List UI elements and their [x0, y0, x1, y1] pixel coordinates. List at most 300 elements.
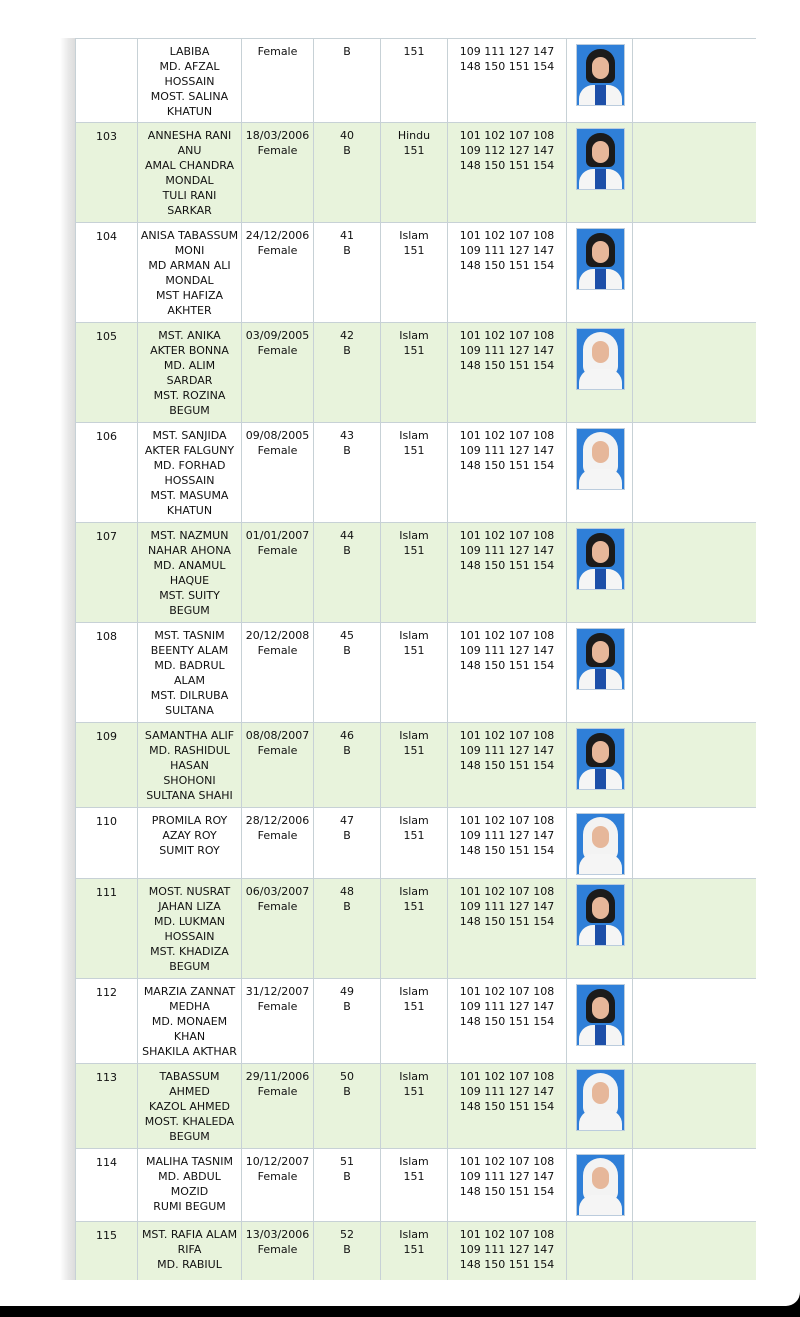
subject-codes-cell — [448, 123, 567, 223]
student-photo — [576, 1069, 625, 1131]
student-list-content — [75, 38, 756, 1280]
dob-gender-cell-line: Female — [257, 444, 298, 457]
subject-codes-cell — [448, 808, 567, 879]
student-photo — [576, 44, 625, 106]
student-parent-names-cell-line: ANISA TABASSUM — [140, 229, 239, 242]
roll-group-cell-line: B — [343, 444, 351, 457]
student-parent-names-cell-line: NAHAR AHONA — [148, 544, 231, 557]
subject-codes-cell-line: 109 111 127 147 — [459, 1243, 555, 1256]
roll-group-cell-line: 46 — [340, 729, 354, 742]
table-row — [76, 223, 757, 323]
table-row — [76, 1222, 757, 1281]
student-parent-names-cell-line: BEGUM — [169, 404, 210, 417]
student-parent-names-cell-line: KHAN — [173, 1030, 206, 1043]
student-photo — [576, 328, 625, 390]
student-parent-names-cell-line: HAQUE — [169, 574, 210, 587]
student-parent-names-cell-line: SULTANA SHAHI — [146, 789, 233, 802]
photo-cell — [567, 979, 633, 1064]
roll-group-cell-line: 42 — [340, 329, 354, 342]
subject-codes-cell-line: 148 150 151 154 — [459, 1100, 555, 1113]
student-parent-names-cell-line: AKTER BONNA — [150, 344, 229, 357]
student-parent-names-cell-line: MD. ABDUL — [158, 1170, 221, 1183]
subject-codes-cell-line: 101 102 107 108 — [459, 429, 555, 442]
photo-body — [579, 369, 622, 390]
student-parent-names-cell-line: SUMIT ROY — [159, 844, 220, 857]
student-table — [75, 38, 756, 1280]
table-row — [76, 879, 757, 979]
dob-gender-cell — [242, 123, 314, 223]
serial-number: 106 — [96, 430, 117, 443]
photo-face — [592, 641, 609, 663]
student-parent-names-cell-line: MST. MASUMA — [150, 489, 229, 502]
subject-codes-cell-line: 148 150 151 154 — [459, 1185, 555, 1198]
religion-cell — [381, 723, 448, 808]
photo-face — [592, 441, 609, 463]
empty-cell — [633, 123, 757, 223]
student-parent-names-cell — [138, 1149, 242, 1222]
student-parent-names-cell-line: MONI — [174, 244, 205, 257]
photo-face — [592, 997, 609, 1019]
religion-cell-line: 151 — [403, 900, 425, 913]
student-parent-names-cell-line: RIFA — [177, 1243, 202, 1256]
student-parent-names-cell-line: MOZID — [170, 1185, 209, 1198]
student-parent-names-cell-line: BEENTY ALAM — [150, 644, 229, 657]
roll-group-cell — [314, 39, 381, 123]
subject-codes-cell — [448, 723, 567, 808]
photo-body — [579, 469, 622, 490]
empty-cell — [633, 808, 757, 879]
photo-tie — [595, 169, 606, 189]
empty-cell — [633, 323, 757, 423]
student-parent-names-cell-line: MOST. KHALEDA — [144, 1115, 235, 1128]
subject-codes-cell — [448, 1222, 567, 1281]
dob-gender-cell-line: Female — [257, 829, 298, 842]
religion-cell-line: 151 — [403, 1170, 425, 1183]
subject-codes-cell-line: 109 111 127 147 — [459, 1085, 555, 1098]
table-row — [76, 123, 757, 223]
religion-cell-line: Islam — [399, 729, 429, 742]
serial-number: 115 — [96, 1229, 117, 1242]
photo-face — [592, 141, 609, 163]
religion-cell-line: Islam — [399, 1155, 429, 1168]
student-parent-names-cell-line: ANNESHA RANI — [147, 129, 232, 142]
photo-tie — [595, 769, 606, 789]
empty-cell — [633, 39, 757, 123]
serial-cell — [76, 323, 138, 423]
student-parent-names-cell-line: BEGUM — [169, 960, 210, 973]
roll-group-cell-line: B — [343, 1085, 351, 1098]
religion-cell — [381, 879, 448, 979]
dob-gender-cell-line: 09/08/2005 — [245, 429, 310, 442]
photo-cell — [567, 523, 633, 623]
serial-cell — [76, 879, 138, 979]
student-parent-names-cell — [138, 879, 242, 979]
religion-cell-line: 151 — [403, 744, 425, 757]
student-parent-names-cell-line: MOST. NUSRAT — [148, 885, 231, 898]
photo-cell — [567, 423, 633, 523]
photo-face — [592, 897, 609, 919]
student-parent-names-cell — [138, 1064, 242, 1149]
subject-codes-cell — [448, 879, 567, 979]
student-parent-names-cell-line: MD. ANAMUL — [153, 559, 226, 572]
student-parent-names-cell-line: JAHAN LIZA — [158, 900, 221, 913]
student-parent-names-cell-line: SARKAR — [167, 204, 212, 217]
student-parent-names-cell-line: HASAN — [170, 759, 209, 772]
dob-gender-cell-line: Female — [257, 1085, 298, 1098]
religion-cell-line: Islam — [399, 629, 429, 642]
student-photo — [576, 228, 625, 290]
student-parent-names-cell-line: MST. DILRUBA — [150, 689, 229, 702]
roll-group-cell-line: 48 — [340, 885, 354, 898]
page-edge-shadow — [60, 38, 75, 1280]
dob-gender-cell — [242, 979, 314, 1064]
student-parent-names-cell-line: RUMI BEGUM — [153, 1200, 226, 1213]
student-parent-names-cell-line: MEDHA — [169, 1000, 210, 1013]
subject-codes-cell-line: 109 111 127 147 — [459, 444, 555, 457]
photo-cell — [567, 323, 633, 423]
religion-cell-line: 151 — [403, 1000, 425, 1013]
religion-cell — [381, 1149, 448, 1222]
serial-number: 108 — [96, 630, 117, 643]
table-row — [76, 808, 757, 879]
table-row — [76, 323, 757, 423]
subject-codes-cell — [448, 979, 567, 1064]
table-row — [76, 1064, 757, 1149]
student-parent-names-cell-line: TABASSUM — [159, 1070, 220, 1083]
subject-codes-cell-line: 101 102 107 108 — [459, 885, 555, 898]
photo-face — [592, 57, 609, 79]
religion-cell-line: Islam — [399, 814, 429, 827]
dob-gender-cell — [242, 1064, 314, 1149]
student-parent-names-cell-line: MST. NAZMUN — [150, 529, 229, 542]
empty-cell — [633, 1222, 757, 1281]
photo-cell — [567, 39, 633, 123]
photo-body — [579, 1110, 622, 1131]
serial-number: 109 — [96, 730, 117, 743]
student-parent-names-cell-line: MOST. SALINA — [150, 90, 229, 103]
photo-tie — [595, 85, 606, 105]
photo-cell — [567, 1064, 633, 1149]
student-parent-names-cell-line: MD. BADRUL — [154, 659, 225, 672]
empty-cell — [633, 979, 757, 1064]
student-parent-names-cell-line: SHOHONI — [163, 774, 216, 787]
roll-group-cell-line: 43 — [340, 429, 354, 442]
student-photo — [576, 128, 625, 190]
dob-gender-cell-line: 31/12/2007 — [245, 985, 310, 998]
religion-cell-line: Islam — [399, 429, 429, 442]
serial-cell — [76, 723, 138, 808]
roll-group-cell — [314, 879, 381, 979]
student-parent-names-cell-line: KHATUN — [166, 105, 213, 118]
religion-cell — [381, 123, 448, 223]
dob-gender-cell-line: Female — [257, 744, 298, 757]
roll-group-cell-line: 41 — [340, 229, 354, 242]
roll-group-cell-line: 40 — [340, 129, 354, 142]
empty-cell — [633, 423, 757, 523]
student-parent-names-cell-line: AKHTER — [167, 304, 212, 317]
serial-number: 110 — [96, 815, 117, 828]
dob-gender-cell — [242, 423, 314, 523]
student-parent-names-cell-line: KAZOL AHMED — [148, 1100, 231, 1113]
student-parent-names-cell-line: MONDAL — [165, 274, 214, 287]
student-photo — [576, 984, 625, 1046]
student-parent-names-cell-line: MST HAFIZA — [155, 289, 224, 302]
religion-cell-line: 151 — [403, 244, 425, 257]
student-parent-names-cell-line: MD ARMAN ALI — [148, 259, 231, 272]
subject-codes-cell-line: 101 102 107 108 — [459, 1228, 555, 1241]
subject-codes-cell-line: 148 150 151 154 — [459, 1015, 555, 1028]
subject-codes-cell-line: 101 102 107 108 — [459, 329, 555, 342]
roll-group-cell — [314, 323, 381, 423]
photo-face — [592, 741, 609, 763]
student-parent-names-cell — [138, 623, 242, 723]
photo-face — [592, 1082, 609, 1104]
student-parent-names-cell-line: MD. LUKMAN — [153, 915, 226, 928]
religion-cell — [381, 808, 448, 879]
student-parent-names-cell-line: SAMANTHA ALIF — [144, 729, 235, 742]
roll-group-cell — [314, 423, 381, 523]
student-parent-names-cell-line: KHATUN — [166, 504, 213, 517]
roll-group-cell-line: 51 — [340, 1155, 354, 1168]
serial-number: 104 — [96, 230, 117, 243]
religion-cell-line: Islam — [399, 529, 429, 542]
dob-gender-cell-line: Female — [257, 244, 298, 257]
subject-codes-cell-line: 148 150 151 154 — [459, 759, 555, 772]
dob-gender-cell-line: Female — [257, 1243, 298, 1256]
roll-group-cell — [314, 123, 381, 223]
serial-cell — [76, 123, 138, 223]
roll-group-cell-line: B — [343, 45, 351, 58]
religion-cell-line: 151 — [403, 344, 425, 357]
serial-cell — [76, 1149, 138, 1222]
religion-cell-line: Islam — [399, 329, 429, 342]
religion-cell-line: Islam — [399, 1070, 429, 1083]
student-parent-names-cell — [138, 39, 242, 123]
roll-group-cell-line: 52 — [340, 1228, 354, 1241]
dob-gender-cell — [242, 808, 314, 879]
roll-group-cell — [314, 523, 381, 623]
religion-cell — [381, 623, 448, 723]
photo-cell — [567, 1149, 633, 1222]
roll-group-cell-line: 49 — [340, 985, 354, 998]
roll-group-cell-line: B — [343, 544, 351, 557]
student-photo — [576, 528, 625, 590]
roll-group-cell-line: 47 — [340, 814, 354, 827]
subject-codes-cell — [448, 1064, 567, 1149]
dob-gender-cell — [242, 39, 314, 123]
serial-cell — [76, 808, 138, 879]
religion-cell-line: 151 — [403, 444, 425, 457]
photo-cell — [567, 879, 633, 979]
photo-cell — [567, 1222, 633, 1281]
subject-codes-cell-line: 101 102 107 108 — [459, 229, 555, 242]
student-parent-names-cell-line: SULTANA — [165, 704, 214, 717]
dob-gender-cell-line: 28/12/2006 — [245, 814, 310, 827]
student-parent-names-cell-line: HOSSAIN — [164, 474, 215, 487]
student-parent-names-cell-line: HOSSAIN — [164, 75, 215, 88]
empty-cell — [633, 723, 757, 808]
student-parent-names-cell-line: MD. ALIM — [163, 359, 216, 372]
roll-group-cell-line: B — [343, 744, 351, 757]
student-photo — [576, 428, 625, 490]
dob-gender-cell — [242, 879, 314, 979]
religion-cell-line: Islam — [399, 1228, 429, 1241]
roll-group-cell-line: B — [343, 1243, 351, 1256]
photo-face — [592, 241, 609, 263]
subject-codes-cell-line: 148 150 151 154 — [459, 915, 555, 928]
table-row — [76, 523, 757, 623]
student-photo — [576, 628, 625, 690]
subject-codes-cell-line: 109 111 127 147 — [459, 1170, 555, 1183]
roll-group-cell — [314, 1064, 381, 1149]
religion-cell-line: Islam — [399, 229, 429, 242]
empty-cell — [633, 223, 757, 323]
student-parent-names-cell-line: MST. SANJIDA — [152, 429, 227, 442]
subject-codes-cell-line: 101 102 107 108 — [459, 985, 555, 998]
dob-gender-cell-line: Female — [257, 144, 298, 157]
photo-tie — [595, 925, 606, 945]
subject-codes-cell-line: 109 111 127 147 — [459, 544, 555, 557]
student-parent-names-cell-line: MST. RAFIA ALAM — [141, 1228, 238, 1241]
student-parent-names-cell-line: AKTER FALGUNY — [144, 444, 235, 457]
student-parent-names-cell-line: ALAM — [174, 674, 205, 687]
photo-tie — [595, 1025, 606, 1045]
student-parent-names-cell-line: MARZIA ZANNAT — [143, 985, 236, 998]
roll-group-cell — [314, 623, 381, 723]
photo-face — [592, 541, 609, 563]
roll-group-cell-line: B — [343, 244, 351, 257]
photo-cell — [567, 123, 633, 223]
student-parent-names-cell — [138, 223, 242, 323]
roll-group-cell-line: 45 — [340, 629, 354, 642]
student-parent-names-cell-line: PROMILA ROY — [151, 814, 228, 827]
photo-tie — [595, 669, 606, 689]
roll-group-cell-line: B — [343, 144, 351, 157]
student-parent-names-cell-line: BEGUM — [169, 1130, 210, 1143]
student-parent-names-cell-line: MST. KHADIZA — [150, 945, 229, 958]
student-parent-names-cell-line: MST. ROZINA — [153, 389, 226, 402]
religion-cell-line: 151 — [403, 1085, 425, 1098]
empty-cell — [633, 623, 757, 723]
serial-number: 112 — [96, 986, 117, 999]
subject-codes-cell-line: 148 150 151 154 — [459, 844, 555, 857]
dob-gender-cell-line: 01/01/2007 — [245, 529, 310, 542]
empty-cell — [633, 1149, 757, 1222]
student-parent-names-cell-line: AMAL CHANDRA — [144, 159, 235, 172]
student-parent-names-cell-line: SHAKILA AKTHAR — [142, 1045, 237, 1058]
table-row — [76, 623, 757, 723]
student-parent-names-cell-line: ANU — [177, 144, 202, 157]
dob-gender-cell-line: 29/11/2006 — [245, 1070, 310, 1083]
subject-codes-cell-line: 148 150 151 154 — [459, 659, 555, 672]
bottom-bar — [0, 1306, 800, 1317]
subject-codes-cell-line: 109 112 127 147 — [459, 144, 555, 157]
photo-face — [592, 341, 609, 363]
subject-codes-cell — [448, 323, 567, 423]
subject-codes-cell — [448, 223, 567, 323]
dob-gender-cell — [242, 523, 314, 623]
dob-gender-cell-line: 20/12/2008 — [245, 629, 310, 642]
serial-cell — [76, 1064, 138, 1149]
roll-group-cell — [314, 723, 381, 808]
roll-group-cell — [314, 979, 381, 1064]
roll-group-cell-line: B — [343, 1000, 351, 1013]
dob-gender-cell-line: 03/09/2005 — [245, 329, 310, 342]
subject-codes-cell-line: 148 150 151 154 — [459, 259, 555, 272]
subject-codes-cell — [448, 523, 567, 623]
dob-gender-cell — [242, 323, 314, 423]
subject-codes-cell-line: 148 150 151 154 — [459, 60, 555, 73]
dob-gender-cell-line: Female — [257, 1170, 298, 1183]
photo-face — [592, 826, 609, 848]
roll-group-cell-line: B — [343, 344, 351, 357]
subject-codes-cell-line: 101 102 107 108 — [459, 814, 555, 827]
religion-cell — [381, 323, 448, 423]
student-parent-names-cell-line: LABIBA — [169, 45, 210, 58]
religion-cell — [381, 423, 448, 523]
subject-codes-cell-line: 109 111 127 147 — [459, 1000, 555, 1013]
dob-gender-cell — [242, 223, 314, 323]
student-photo — [576, 884, 625, 946]
student-table-body — [76, 39, 757, 1281]
dob-gender-cell — [242, 1149, 314, 1222]
roll-group-cell-line: B — [343, 1170, 351, 1183]
student-parent-names-cell-line: AZAY ROY — [162, 829, 217, 842]
subject-codes-cell — [448, 1149, 567, 1222]
subject-codes-cell — [448, 423, 567, 523]
dob-gender-cell-line: 13/03/2006 — [245, 1228, 310, 1241]
student-parent-names-cell — [138, 1222, 242, 1281]
religion-cell — [381, 523, 448, 623]
roll-group-cell — [314, 1222, 381, 1281]
serial-number: 107 — [96, 530, 117, 543]
serial-cell — [76, 223, 138, 323]
student-parent-names-cell — [138, 979, 242, 1064]
dob-gender-cell-line: 18/03/2006 — [245, 129, 310, 142]
serial-number: 114 — [96, 1156, 117, 1169]
subject-codes-cell-line: 109 111 127 147 — [459, 644, 555, 657]
subject-codes-cell-line: 148 150 151 154 — [459, 459, 555, 472]
photo-cell — [567, 623, 633, 723]
student-parent-names-cell-line: MD. RASHIDUL — [149, 744, 230, 757]
dob-gender-cell-line: Female — [257, 344, 298, 357]
dob-gender-cell-line: Female — [257, 1000, 298, 1013]
dob-gender-cell — [242, 623, 314, 723]
subject-codes-cell-line: 109 111 127 147 — [459, 829, 555, 842]
religion-cell-line: 151 — [403, 1243, 425, 1256]
roll-group-cell-line: 50 — [340, 1070, 354, 1083]
student-parent-names-cell-line: MST. SUITY — [159, 589, 220, 602]
student-photo — [576, 813, 625, 875]
religion-cell-line: 151 — [403, 544, 425, 557]
subject-codes-cell-line: 101 102 107 108 — [459, 129, 555, 142]
dob-gender-cell-line: 24/12/2006 — [245, 229, 310, 242]
dob-gender-cell-line: Female — [257, 544, 298, 557]
student-parent-names-cell-line: TULI RANI — [162, 189, 217, 202]
student-parent-names-cell-line: MST. TASNIM — [154, 629, 225, 642]
serial-cell — [76, 623, 138, 723]
table-row — [76, 423, 757, 523]
subject-codes-cell-line: 148 150 151 154 — [459, 559, 555, 572]
serial-cell — [76, 39, 138, 123]
serial-number: 111 — [96, 886, 117, 899]
roll-group-cell-line: 44 — [340, 529, 354, 542]
religion-cell-line: Islam — [399, 885, 429, 898]
subject-codes-cell-line: 148 150 151 154 — [459, 359, 555, 372]
serial-number: 113 — [96, 1071, 117, 1084]
religion-cell-line: 151 — [403, 644, 425, 657]
subject-codes-cell — [448, 39, 567, 123]
